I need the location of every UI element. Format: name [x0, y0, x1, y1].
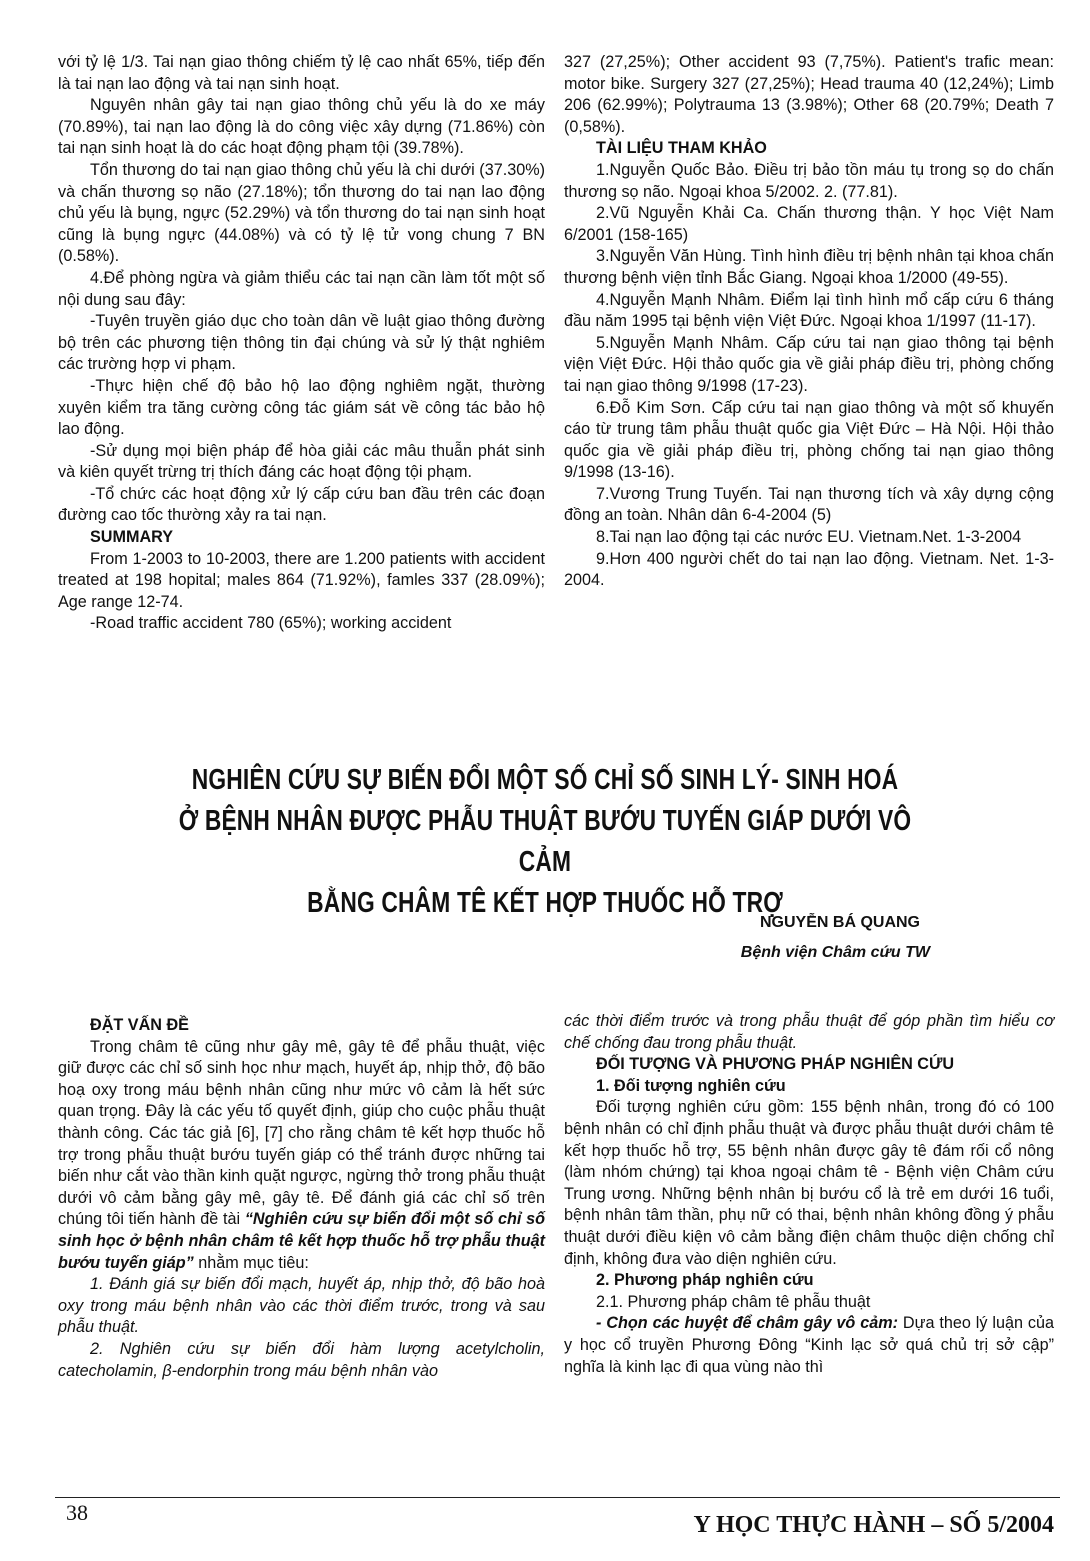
paragraph: -Road traffic accident 780 (65%); working accident: [90, 614, 452, 633]
subsection-heading: 1. Đối tượng nghiên cứu: [596, 1076, 786, 1095]
paragraph: [564, 1313, 1054, 1378]
paragraph: Nguyên nhân gây tai nạn giao thông chủ yếu là do xe máy (70.89%), tai nạn lao động là do công việc xây dựng (71.86%) còn tai nạn sinh hoạt là do các hoạt động phạm tội (39.78%).: [58, 96, 545, 158]
paragraph: 4.Để phòng ngừa và giảm thiểu các tai nạn cần làm tốt một số nội dung sau đây:: [58, 268, 545, 309]
reference-item: 1.Nguyễn Quốc Bảo. Điều trị bảo tồn máu tụ trong sọ do chấn thương sọ não. Ngoại khoa 5/2002. 2. (77.81).: [564, 160, 1054, 201]
top-left-column: [58, 52, 545, 635]
paragraph: -Tuyên truyền giáo dục cho toàn dân về luật giao thông đường bộ trên các phương tiện thông tin đại chúng và sử lý thật nghiêm các trường hợp vi phạm.: [58, 312, 545, 374]
reference-item: 3.Nguyễn Văn Hùng. Tình hình điều trị bệnh nhân tại khoa chấn thương bệnh viện tỉnh Bắc Giang. Ngoại khoa 1/2000 (49-55).: [564, 247, 1054, 287]
paragraph: 327 (27,25%); Other accident 93 (7,75%). Patient's trafic mean: motor bike. Surgery 327 (27,25%); Head trauma 40 (12,24%); Limb 206 (62.99%); Polytrauma 13 (3.98%); Other 68 (20.79%; Death 7 (0,58%).: [564, 53, 1054, 136]
references-heading: TÀI LIỆU THAM KHẢO: [596, 139, 767, 158]
paragraph: Đối tượng nghiên cứu gồm: 155 bệnh nhân, trong đó có 100 bệnh nhân có chỉ định phẫu thuật và được phẫu thuật dưới châm tê kết hợp thuốc hỗ trợ, 55 bệnh nhân được gây tê đám rối cổ nông (làm nhóm chứng) tại khoa ngoại châm tê - Bệnh viện Châm cứu Trung ương. Những bệnh nhân bị bướu cổ là trẻ em dưới 16 tuổi, bệnh nhân tâm thần, phụ nữ có thai, bệnh nhân không đồng ý phẫu thuật dưới điều kiện vô cảm bằng điện châm thuộc diện chống chỉ định, không đưa vào diện nghiên cứu.: [564, 1098, 1054, 1268]
objective-item: 1. Đánh giá sự biến đổi mạch, huyết áp, nhịp thở, độ bão hoà oxy trong máu bệnh nhân vào các thời điểm trước, trong và sau phẫu thuật.: [58, 1275, 545, 1337]
study-title: “Nghiên cứu sự biến đổi một số chỉ số sinh học ở bệnh nhân châm tê kết hợp thuốc hỗ trợ phẫu thuật bướu tuyến giáp”: [58, 1210, 546, 1272]
title-line-2: Ở BỆNH NHÂN ĐƯỢC PHẪU THUẬT BƯỚU TUYẾN GIÁP DƯỚI VÔ CẢM: [178, 805, 912, 878]
objective-continuation: các thời điểm trước và trong phẫu thuật để góp phần tìm hiểu cơ chế chống đau trong phẫu thuật.: [564, 1012, 1054, 1052]
reference-item: 6.Đỗ Kim Sơn. Cấp cứu tai nạn giao thông và một số khuyến cáo từ trung tâm phẫu thuật quốc gia Việt Đức – Hà Nội. Hội thảo quốc gia về giải pháp điều trị, phòng chống tai nạn giao thông 9/1998 (13-16).: [564, 398, 1054, 482]
summary-heading: SUMMARY: [90, 528, 174, 547]
subsection-heading: 2. Phương pháp nghiên cứu: [596, 1271, 814, 1290]
paragraph-lead: - Chọn các huyệt để châm gây vô cảm:: [596, 1314, 898, 1333]
paragraph: -Sử dụng mọi biện pháp để hòa giải các mâu thuẫn phát sinh và kiên quyết trừng trị thích đáng các hoạt động tội phạm.: [58, 441, 545, 482]
objective-item: 2. Nghiên cứu sự biến đổi hàm lượng acetylcholin, catecholamin, β-endorphin trong máu bệnh nhân vào: [58, 1339, 545, 1380]
reference-item: 5.Nguyễn Mạnh Nhâm. Cấp cứu tai nạn giao thông tại bệnh viện Việt Đức. Hội thảo quốc gia về giải pháp điều trị, phòng chống tai nạn giao thông 9/1998 (17-23).: [564, 333, 1054, 395]
paragraph: From 1-2003 to 10-2003, there are 1.200 patients with accident treated at 198 hopital; males 864 (71.92%), famles 337 (28.09%); Age range 12-74.: [58, 549, 545, 611]
bottom-left-column: [58, 1015, 545, 1382]
title-line-3: BẰNG CHÂM TÊ KẾT HỢP THUỐC HỖ TRỢ: [307, 887, 783, 919]
paragraph: -Tổ chức các hoạt động xử lý cấp cứu ban đầu trên các đoạn đường cao tốc thường xảy ra tai nạn.: [58, 484, 545, 525]
paragraph: với tỷ lệ 1/3. Tai nạn giao thông chiếm tỷ lệ cao nhất 65%, tiếp đến là tai nạn lao động và tai nạn sinh hoạt.: [58, 53, 545, 93]
section-heading: ĐỐI TƯỢNG VÀ PHƯƠNG PHÁP NGHIÊN CỨU: [596, 1055, 955, 1074]
author-affiliation: Bệnh viện Châm cứu TW: [740, 944, 930, 961]
reference-item: 9.Hơn 400 người chết do tai nạn lao động. Vietnam. Net. 1-3-2004.: [564, 549, 1054, 590]
paragraph: -Thực hiện chế độ bảo hộ lao động nghiêm ngặt, thường xuyên kiểm tra tăng cường công tác giám sát về công tác bảo hộ lao động.: [58, 376, 545, 439]
author-name: NGUYỄN BÁ QUANG: [759, 914, 920, 931]
article-title: [157, 760, 933, 924]
section-heading: ĐẶT VẤN ĐỀ: [90, 1016, 189, 1034]
paragraph-text: Dựa theo lý luận của y học cổ truyền Phương Đông “Kinh lạc sở quá chủ trị sở cập” nghĩa là kinh lạc đi qua vùng nào thì: [564, 1314, 1055, 1376]
reference-item: 4.Nguyễn Mạnh Nhâm. Điểm lại tình hình mổ cấp cứu 6 tháng đầu năm 1995 tại bệnh viện Việt Đức. Ngoại khoa 1/1997 (11-17).: [564, 290, 1054, 331]
footer-rule: [55, 1497, 1060, 1498]
subsubsection-heading: 2.1. Phương pháp châm tê phẫu thuật: [596, 1292, 871, 1311]
top-right-column: [564, 52, 1054, 592]
paragraph: Tổn thương do tai nạn giao thông chủ yếu là chi dưới (37.30%) và chấn thương sọ não (27.18%); tổn thương do tai nạn lao động chủ yếu là bụng, ngực (52.29%) và tổn thương do tai nạn sinh hoạt cũng là bụng ngực (44.08%) và có tỷ lệ tử vong chung 7 BN (0.58%).: [58, 160, 545, 266]
paragraph-text: nhằm mục tiêu:: [193, 1253, 309, 1272]
reference-item: 7.Vương Trung Tuyến. Tai nạn thương tích và xây dựng cộng đồng an toàn. Nhân dân 6-4-2004 (5): [564, 484, 1054, 525]
title-line-1: NGHIÊN CỨU SỰ BIẾN ĐỔI MỘT SỐ CHỈ SỐ SINH LÝ- SINH HOÁ: [191, 764, 899, 796]
reference-item: 2.Vũ Nguyễn Khải Ca. Chấn thương thận. Y học Việt Nam 6/2001 (158-165): [564, 204, 1054, 244]
page-number: 38: [66, 1500, 88, 1525]
bottom-right-column: [564, 1011, 1054, 1378]
paragraph-text: Trong châm tê cũng như gây mê, gây tê để phẫu thuật, việc giữ được các chỉ số sinh học như mạch, huyết áp, nhịp thở, độ bão hoạ oxy trong máu bệnh nhân cũng như mức vô cảm là hết sức quan trọng. Đây là các yếu tố quyết định, giúp cho cuộc phẫu thuật thành công. Các tác giả [6], [7] cho rằng châm tê kết hợp thuốc hỗ trợ trong phẫu thuật bướu tuyến giáp có thể tránh được những tai biến như cắt vào thần kinh quặt ngược, ngừng thở trong phẫu thuật dưới vô cảm bằng gây mê, gây tê. Để đánh giá các chỉ số trên chúng tôi tiến hành đề tài: [58, 1037, 545, 1229]
reference-item: 8.Tai nạn lao động tại các nước EU. Vietnam.Net. 1-3-2004: [596, 528, 1022, 547]
journal-name: Y HỌC THỰC HÀNH – SỐ 5/2004: [693, 1512, 1054, 1538]
paragraph: [58, 1037, 545, 1275]
